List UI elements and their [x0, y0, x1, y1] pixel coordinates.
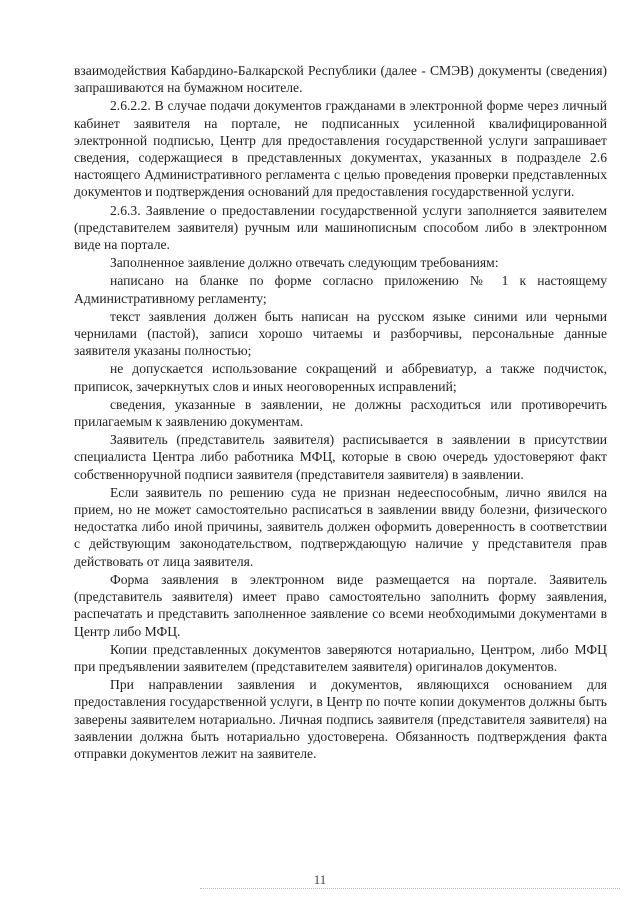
paragraph-2-6-3: 2.6.3. Заявление о предоставлении государственной услуги заполняется заявителем (представителем заявителя) ручным или машинописным способом либо в электронном виде на портале. [74, 202, 607, 253]
requirement-form-item: написано на бланке по форме согласно приложению № 1 к настоящему Административному регламенту; [74, 273, 607, 306]
document-body [74, 62, 607, 763]
paragraph-incapable-applicant: Если заявитель по решению суда не признан недееспособным, лично явился на прием, но не может самостоятельно расписаться в заявлении ввиду болезни, физического недостатка либо иной причины, заявитель должен оформить доверенность в соответствии с действующим законодательством, подтверждающую наличие у представителя прав действовать от лица заявителя. [74, 484, 607, 569]
paragraph-requirements-intro: Заполненное заявление должно отвечать следующим требованиям: [110, 255, 499, 271]
paragraph-postal-submission: При направлении заявления и документов, являющихся основанием для предоставления государственной услуги, в Центр по почте копии документов должны быть заверены заявителем нотариально. Личная подпись заявителя (представителя заявителя) на заявлении должна быть нотариально удостоверена. Обязанность подтверждения факта отправки документов лежит на заявителе. [74, 677, 607, 761]
paragraph-2-6-2-2: 2.6.2.2. В случае подачи документов гражданами в электронной форме через личный кабинет заявителя на портале, не подписанных усиленной квалифицированной электронной подписью, Центр для предоставления государственной услуги запрашивает сведения, содержащиеся в представленных документах, указанных в подразделе 2.6 настоящего Административного регламента с целью проведения проверки представленных документов и подтверждения оснований для предоставления государственной услуги. [74, 98, 607, 200]
page-number: 11 [313, 872, 327, 887]
paragraph-electronic-form: Форма заявления в электронном виде размещается на портале. Заявитель (представитель заявителя) имеет право самостоятельно заполнить форму заявления, распечатать и представить заполненное заявление со всеми необходимыми документами в Центр либо МФЦ. [74, 571, 607, 639]
paragraph-copies: Копии представленных документов заверяются нотариально, Центром, либо МФЦ при предъявлении заявителем (представителем заявителя) оригиналов документов. [74, 641, 607, 674]
requirement-text-item: текст заявления должен быть написан на русском языке синими или черными чернилами (пастой), записи хорошо читаемы и разборчивы, персональные данные заявителя указаны полностью; [74, 308, 607, 359]
requirement-consistency-item: сведения, указанные в заявлении, не должны расходиться или противоречить прилагаемым к заявлению документам. [74, 396, 607, 430]
paragraph-continuation: взаимодействия Кабардино-Балкарской Республики (далее - СМЭВ) документы (сведения) запрашиваются на бумажном носителе. [74, 63, 607, 96]
footer-divider [200, 888, 620, 889]
paragraph-signature: Заявитель (представитель заявителя) расписывается в заявлении в присутствии специалиста Центра либо работника МФЦ, которые в свою очередь удостоверяют факт собственноручной подписи заявителя (представителя заявителя) в заявлении. [74, 432, 607, 482]
requirement-no-abbreviations-item: не допускается использование сокращений и аббревиатур, а также подчисток, приписок, зачеркнутых слов и иных неоговоренных исправлений; [74, 361, 607, 394]
